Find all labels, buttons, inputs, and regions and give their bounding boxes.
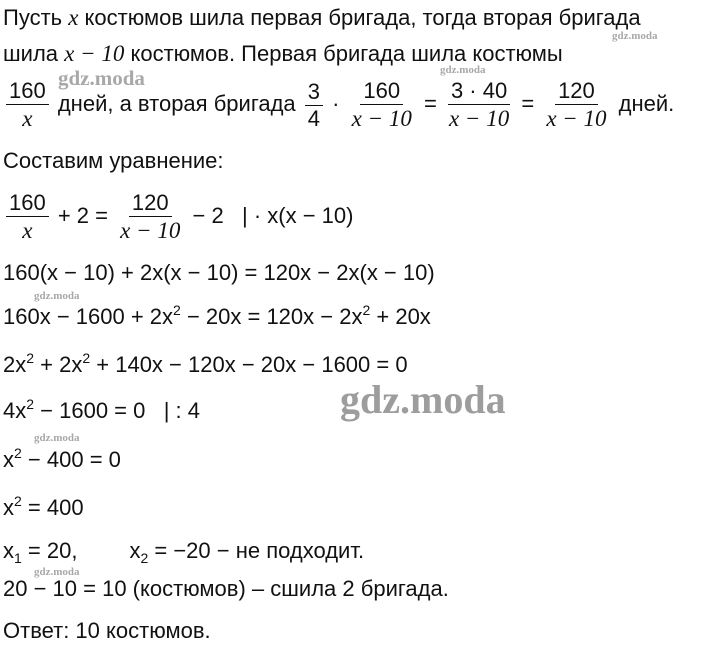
text-fragment: + 2 = [57, 202, 108, 228]
step-5: $x^2 - 400 = 0$ [3, 445, 121, 472]
watermark: gdz.moda [340, 377, 506, 422]
watermark: gdz.moda [58, 66, 145, 90]
watermark: gdz.moda [34, 290, 80, 302]
step-8: 20 − 10 = 10 (костюмов) – сшила 2 бригада. [3, 576, 449, 601]
operator: = [521, 90, 535, 116]
fraction: $\frac{3 \cdot 40}{x - 10}$ [448, 78, 510, 131]
watermark: gdz.moda [34, 432, 80, 444]
text-line-4 [3, 150, 223, 172]
fraction: $\frac{120}{x - 10}$ [120, 190, 181, 243]
fraction: $\frac{160}{x}$ [6, 80, 49, 130]
text-fragment: Пусть [3, 5, 69, 30]
fraction: $\frac{3}{4}$ [305, 81, 323, 130]
fraction: $\frac{160}{x - 10}$ [351, 78, 412, 131]
watermark: gdz.moda [612, 30, 658, 42]
step-4: $4x^2 - 1600 = 0$ | : 4 [3, 396, 200, 423]
text-fragment: дней. [618, 90, 675, 116]
answer: Ответ: 10 костюмов. [3, 618, 211, 643]
text-fragment: костюмов шила первая бригада, тогда вторая бригада [78, 5, 641, 30]
step-2: $160x - 1600 + 2x^2 - 20x = 120x - 2x^2 + 20x$ [3, 302, 431, 329]
watermark: gdz.moda [440, 64, 486, 76]
step-6: $x^2 = 400$ [3, 493, 84, 520]
expression: x − 10 [64, 41, 125, 66]
fraction: $\frac{120}{x - 10}$ [546, 78, 607, 131]
heading: Составим уравнение: [3, 148, 224, 173]
text-fragment: − 2 | · x(x − 10) [192, 202, 354, 228]
text-fragment: костюмов. Первая бригада шила костюмы [124, 41, 563, 66]
operator: = [423, 90, 437, 116]
step-3: $2x^2 + 2x^2 + 140x - 120x - 20x - 1600 = 0$ [3, 350, 408, 377]
fraction: $\frac{160}{x}$ [6, 192, 49, 242]
watermark: gdz.moda [34, 566, 80, 578]
text-line-2 [3, 42, 563, 65]
text-fragment: дней, а вторая бригада [57, 90, 296, 116]
step-1: 160(x − 10) + 2x(x − 10) = 120x − 2x(x − 10) [3, 260, 435, 285]
text-fragment: шила [3, 41, 65, 66]
variable-x: x [68, 5, 79, 30]
equation-main [3, 192, 353, 242]
text-line-1 [3, 6, 641, 29]
operator: · [332, 90, 340, 116]
step-7: $x_1 = 20$, $x_2 = -20$ − не подходит. [3, 538, 365, 566]
